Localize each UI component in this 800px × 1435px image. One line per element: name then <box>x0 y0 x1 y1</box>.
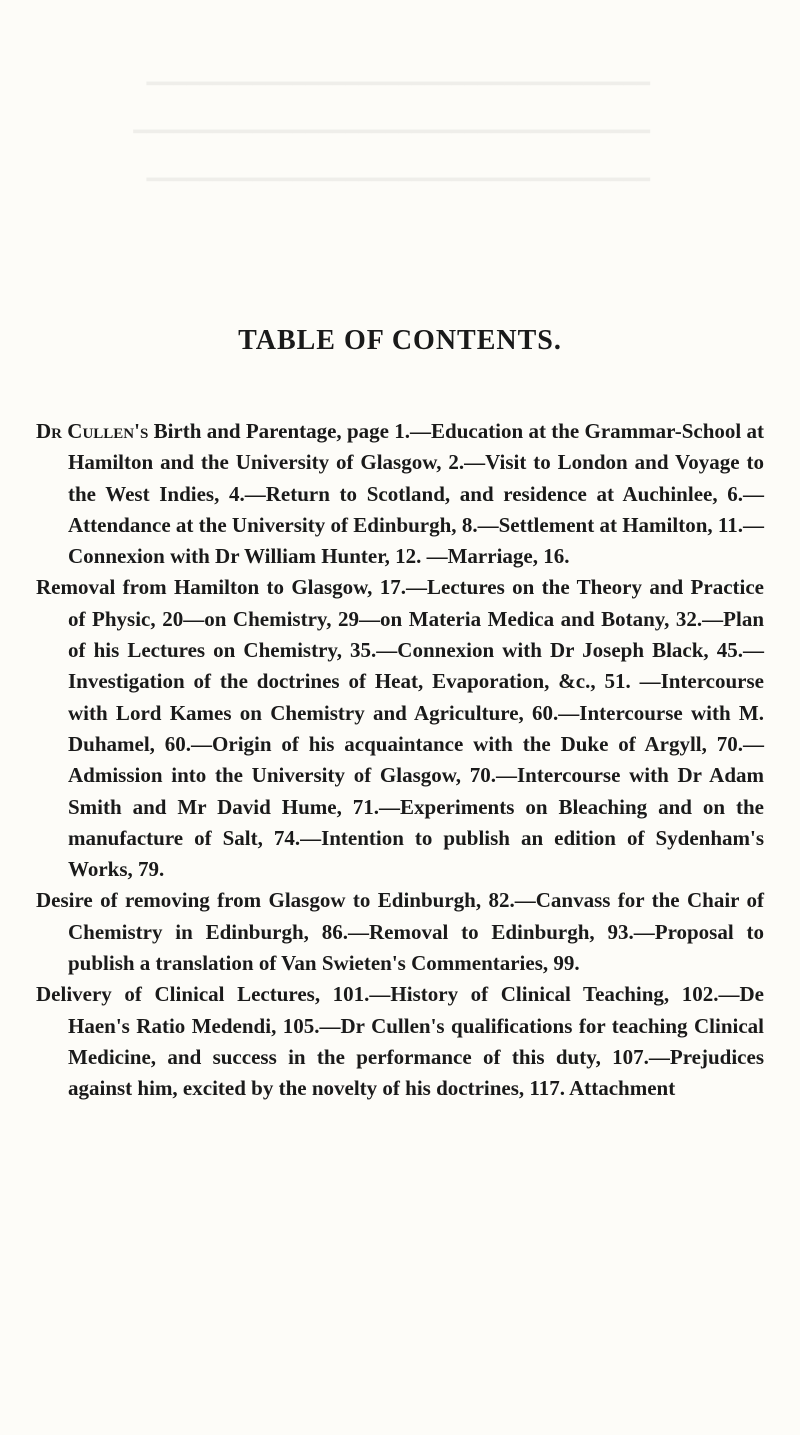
entry-text: Desire of removing from Glasgow to Edinburgh, 82.—Canvass for the Chair of Chemistry in Edinburgh, 86.—Removal to Edinburgh, 93.—Proposal to publish a translation of Van Swieten's Commentaries, 99. <box>36 888 764 976</box>
entry-lead-name: Dr Cullen's <box>36 419 149 443</box>
contents-list <box>36 416 764 1105</box>
page-title: TABLE OF CONTENTS. <box>238 325 562 356</box>
entry-text: Birth and Parentage, page 1.—Education at the Grammar-School at Hamilton and the University of Glasgow, 2.—Visit to London and Voyage to the West Indies, 4.—Return to Scotland, and residence at Auchinlee, 6.—Attendance at the University of Edinburgh, 8.—Settlement at Hamilton, 11.—Connexion with Dr William Hunter, 12. —Marriage, 16. <box>68 419 764 569</box>
contents-entry <box>36 572 764 885</box>
entry-text: Removal from Hamilton to Glasgow, 17.—Lectures on the Theory and Practice of Physic, 20—on Chemistry, 29—on Materia Medica and Botany, 32.—Plan of his Lectures on Chemistry, 35.—Connexion with Dr Joseph Black, 45.—Investigation of the doctrines of Heat, Evaporation, &c., 51. —Intercourse with Lord Kames on Chemistry and Agriculture, 60.—Intercourse with M. Duhamel, 60.—Origin of his acquaintance with the Duke of Argyll, 70.—Admission into the University of Glasgow, 70.—Intercourse with Dr Adam Smith and Mr David Hume, 71.—Experiments on Bleaching and on the manufacture of Salt, 74.—Intention to publish an edition of Sydenham's Works, 79. <box>36 575 764 882</box>
contents-entry <box>36 885 764 979</box>
bleed-through-decoration: ━━━━━━━━━━━━━━━━━━━━━━━━━━━━━━━━━━━━━━ ━━━━━━━━━━━━━━━━━━━━━━━━━━━━━━━━━━━━━━━ ━━━━━━━━━━━━━━━━━━━━━━━━━━━━━━━━━━━━━━ <box>133 71 650 192</box>
entry-text: Delivery of Clinical Lectures, 101.—History of Clinical Teaching, 102.—De Haen's Ratio Medendi, 105.—Dr Cullen's qualifications for teaching Clinical Medicine, and success in the performance of this duty, 107.—Prejudices against him, excited by the novelty of his doctrines, 117. Attachment <box>36 982 764 1101</box>
contents-entry <box>36 979 764 1104</box>
contents-entry <box>36 416 764 572</box>
